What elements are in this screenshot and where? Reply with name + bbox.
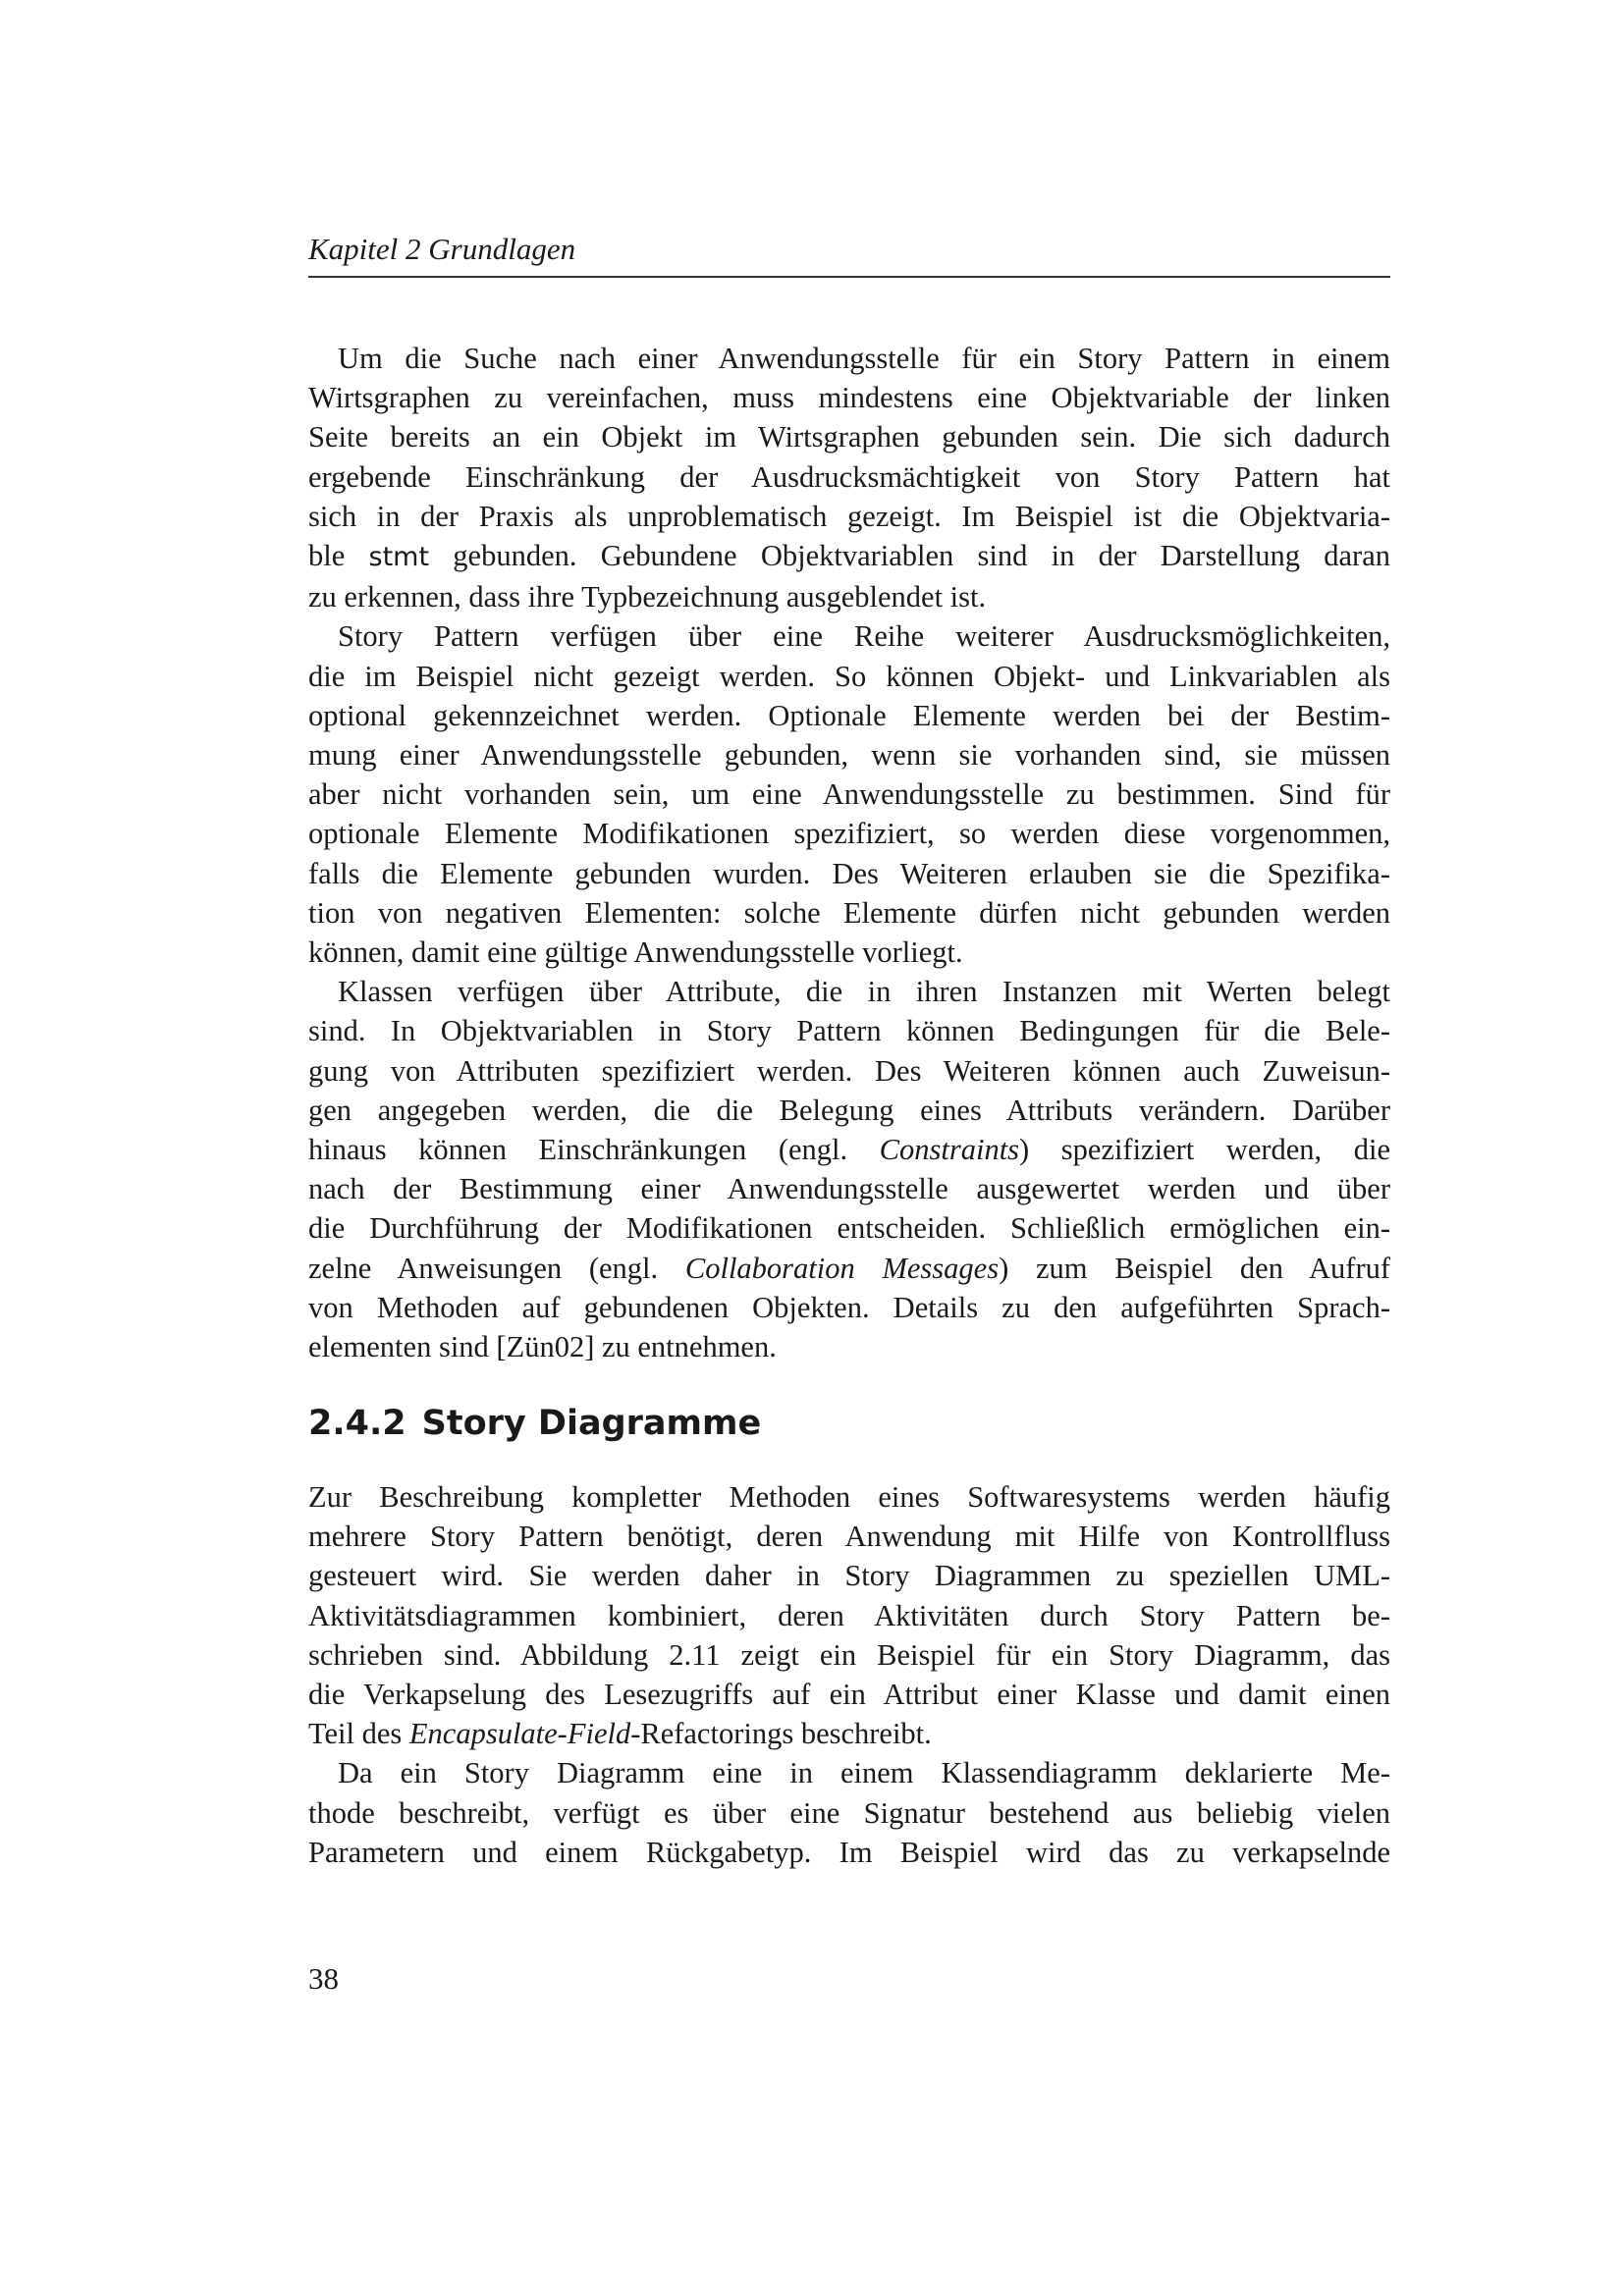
section-title: Story Diagramme: [421, 1404, 762, 1443]
text-segment: können, damit eine gültige Anwendungsstelle vorliegt.: [308, 935, 963, 970]
text-line: [308, 854, 1390, 893]
text-line: [308, 814, 1390, 853]
text-segment: sind. In Objektvariablen in Story Pattern können Bedingungen für die Bele-: [308, 1014, 1390, 1048]
text-segment: tion von negativen Elementen: solche Elemente dürfen nicht gebunden werden: [308, 895, 1390, 930]
text-segment: die Verkapselung des Lesezugriffs auf ein Attribut einer Klasse und damit einen: [308, 1678, 1390, 1712]
text-line: [308, 1596, 1390, 1635]
body-text-before-section: [308, 339, 1390, 1366]
section-number: 2.4.2: [308, 1404, 406, 1443]
text-line: [308, 1793, 1390, 1833]
text-line: [308, 1288, 1390, 1327]
text-line: [308, 696, 1390, 735]
text-segment: ) zum Beispiel den Aufruf: [999, 1251, 1391, 1285]
text-segment: Seite bereits an ein Objekt im Wirtsgraphen gebunden sein. Die sich dadurch: [308, 420, 1390, 454]
text-segment: zelne Anweisungen (engl.: [308, 1251, 685, 1285]
text-segment: Parametern und einem Rückgabetyp. Im Beispiel wird das zu verkapselnde: [308, 1835, 1390, 1869]
text-line: [308, 972, 1390, 1011]
text-segment: die im Beispiel nicht gezeigt werden. So können Objekt- und Linkvariablen als: [308, 659, 1390, 693]
emphasized-term: Collaboration Messages: [684, 1251, 1000, 1285]
page-number: 38: [308, 1961, 339, 1996]
code-term: stmt: [368, 542, 430, 573]
text-line: [308, 1051, 1390, 1091]
text-line: [308, 1249, 1390, 1288]
text-line: [308, 536, 1390, 577]
text-line: [308, 1169, 1390, 1208]
text-segment: gesteuert wird. Sie werden daher in Story Diagrammen zu speziellen UML-: [308, 1559, 1390, 1593]
text-segment: zu erkennen, dass ihre Typbezeichnung ausgeblendet ist.: [308, 580, 987, 614]
text-line: [308, 1635, 1390, 1675]
text-line: [308, 1477, 1390, 1517]
text-line: [308, 577, 1390, 616]
text-line: [308, 1011, 1390, 1050]
emphasized-term: Constraints: [879, 1133, 1020, 1167]
text-line: [308, 378, 1390, 417]
text-segment: Klassen verfügen über Attribute, die in ihren Instanzen mit Werten belegt: [338, 975, 1390, 1009]
text-line: [308, 616, 1390, 656]
text-line: [308, 1208, 1390, 1248]
text-segment: elementen sind [Zün02] zu entnehmen.: [308, 1330, 777, 1364]
text-segment: mung einer Anwendungsstelle gebunden, wenn sie vorhanden sind, sie müssen: [308, 738, 1390, 773]
text-segment: von Methoden auf gebundenen Objekten. Details zu den aufgeführten Sprach-: [308, 1290, 1390, 1324]
text-segment: Um die Suche nach einer Anwendungsstelle für ein Story Pattern in einem: [338, 342, 1390, 375]
text-line: [308, 497, 1390, 536]
text-line: [308, 1517, 1390, 1556]
text-line: [308, 1130, 1390, 1169]
text-segment: nach der Bestimmung einer Anwendungsstelle ausgewertet werden und über: [308, 1172, 1390, 1206]
text-line: [308, 339, 1390, 378]
text-line: [308, 1753, 1390, 1792]
running-head: Kapitel 2 Grundlagen: [308, 232, 576, 266]
text-segment: gung von Attributen spezifiziert werden. Des Weiteren können auch Zuweisun-: [308, 1053, 1390, 1088]
text-segment: ble: [308, 539, 369, 573]
text-line: [308, 1556, 1390, 1595]
text-line: [308, 893, 1390, 933]
text-segment: hinaus können Einschränkungen (engl.: [308, 1133, 880, 1167]
text-segment: mehrere Story Pattern benötigt, deren Anwendung mit Hilfe von Kontrollfluss: [308, 1520, 1390, 1554]
text-segment: falls die Elemente gebunden wurden. Des Weiteren erlauben sie die Spezifika-: [308, 856, 1390, 890]
text-segment: Story Pattern verfügen über eine Reihe weiterer Ausdrucksmöglichkeiten,: [338, 619, 1390, 654]
text-segment: Teil des: [308, 1717, 409, 1751]
header-rule: [308, 276, 1390, 278]
text-segment: schrieben sind. Abbildung 2.11 zeigt ein Beispiel für ein Story Diagramm, das: [308, 1637, 1390, 1672]
text-segment: die Durchführung der Modifikationen entscheiden. Schließlich ermöglichen ein-: [308, 1211, 1390, 1246]
emphasized-term: Encapsulate-Field: [408, 1717, 631, 1751]
text-segment: optionale Elemente Modifikationen spezifiziert, so werden diese vorgenommen,: [308, 817, 1390, 851]
text-segment: Aktivitätsdiagrammen kombiniert, deren Aktivitäten durch Story Pattern be-: [308, 1598, 1390, 1632]
text-line: [308, 1327, 1390, 1366]
text-segment: thode beschreibt, verfügt es über eine Signatur bestehend aus beliebig vielen: [308, 1795, 1390, 1830]
text-segment: aber nicht vorhanden sein, um eine Anwendungsstelle zu bestimmen. Sind für: [308, 777, 1390, 812]
text-segment: sich in der Praxis als unproblematisch gezeigt. Im Beispiel ist die Objektvaria-: [308, 499, 1390, 533]
text-segment: gebunden. Gebundene Objektvariablen sind in der Darstellung daran: [429, 539, 1391, 573]
text-line: [308, 1091, 1390, 1130]
body-text-after-section: [308, 1477, 1390, 1872]
text-line: [308, 1675, 1390, 1714]
text-segment: optional gekennzeichnet werden. Optionale Elemente werden bei der Bestim-: [308, 698, 1390, 732]
text-line: [308, 735, 1390, 774]
text-line: [308, 457, 1390, 497]
text-segment: gen angegeben werden, die die Belegung eines Attributs verändern. Darüber: [308, 1093, 1390, 1127]
text-segment: ergebende Einschränkung der Ausdrucksmächtigkeit von Story Pattern hat: [308, 459, 1390, 494]
text-line: [308, 1714, 1390, 1753]
text-line: [308, 657, 1390, 696]
text-line: [308, 417, 1390, 456]
section-heading: [308, 1402, 761, 1445]
text-line: [308, 1833, 1390, 1872]
text-segment: Wirtsgraphen zu vereinfachen, muss mindestens eine Objektvariable der linken: [308, 381, 1390, 415]
text-segment: Da ein Story Diagramm eine in einem Klassendiagramm deklarierte Me-: [338, 1756, 1390, 1790]
text-segment: Zur Beschreibung kompletter Methoden eines Softwaresystems werden häufig: [308, 1480, 1390, 1514]
text-line: [308, 933, 1390, 972]
text-segment: -Refactorings beschreibt.: [630, 1717, 932, 1751]
text-line: [308, 774, 1390, 814]
text-segment: ) spezifiziert werden, die: [1019, 1133, 1390, 1167]
